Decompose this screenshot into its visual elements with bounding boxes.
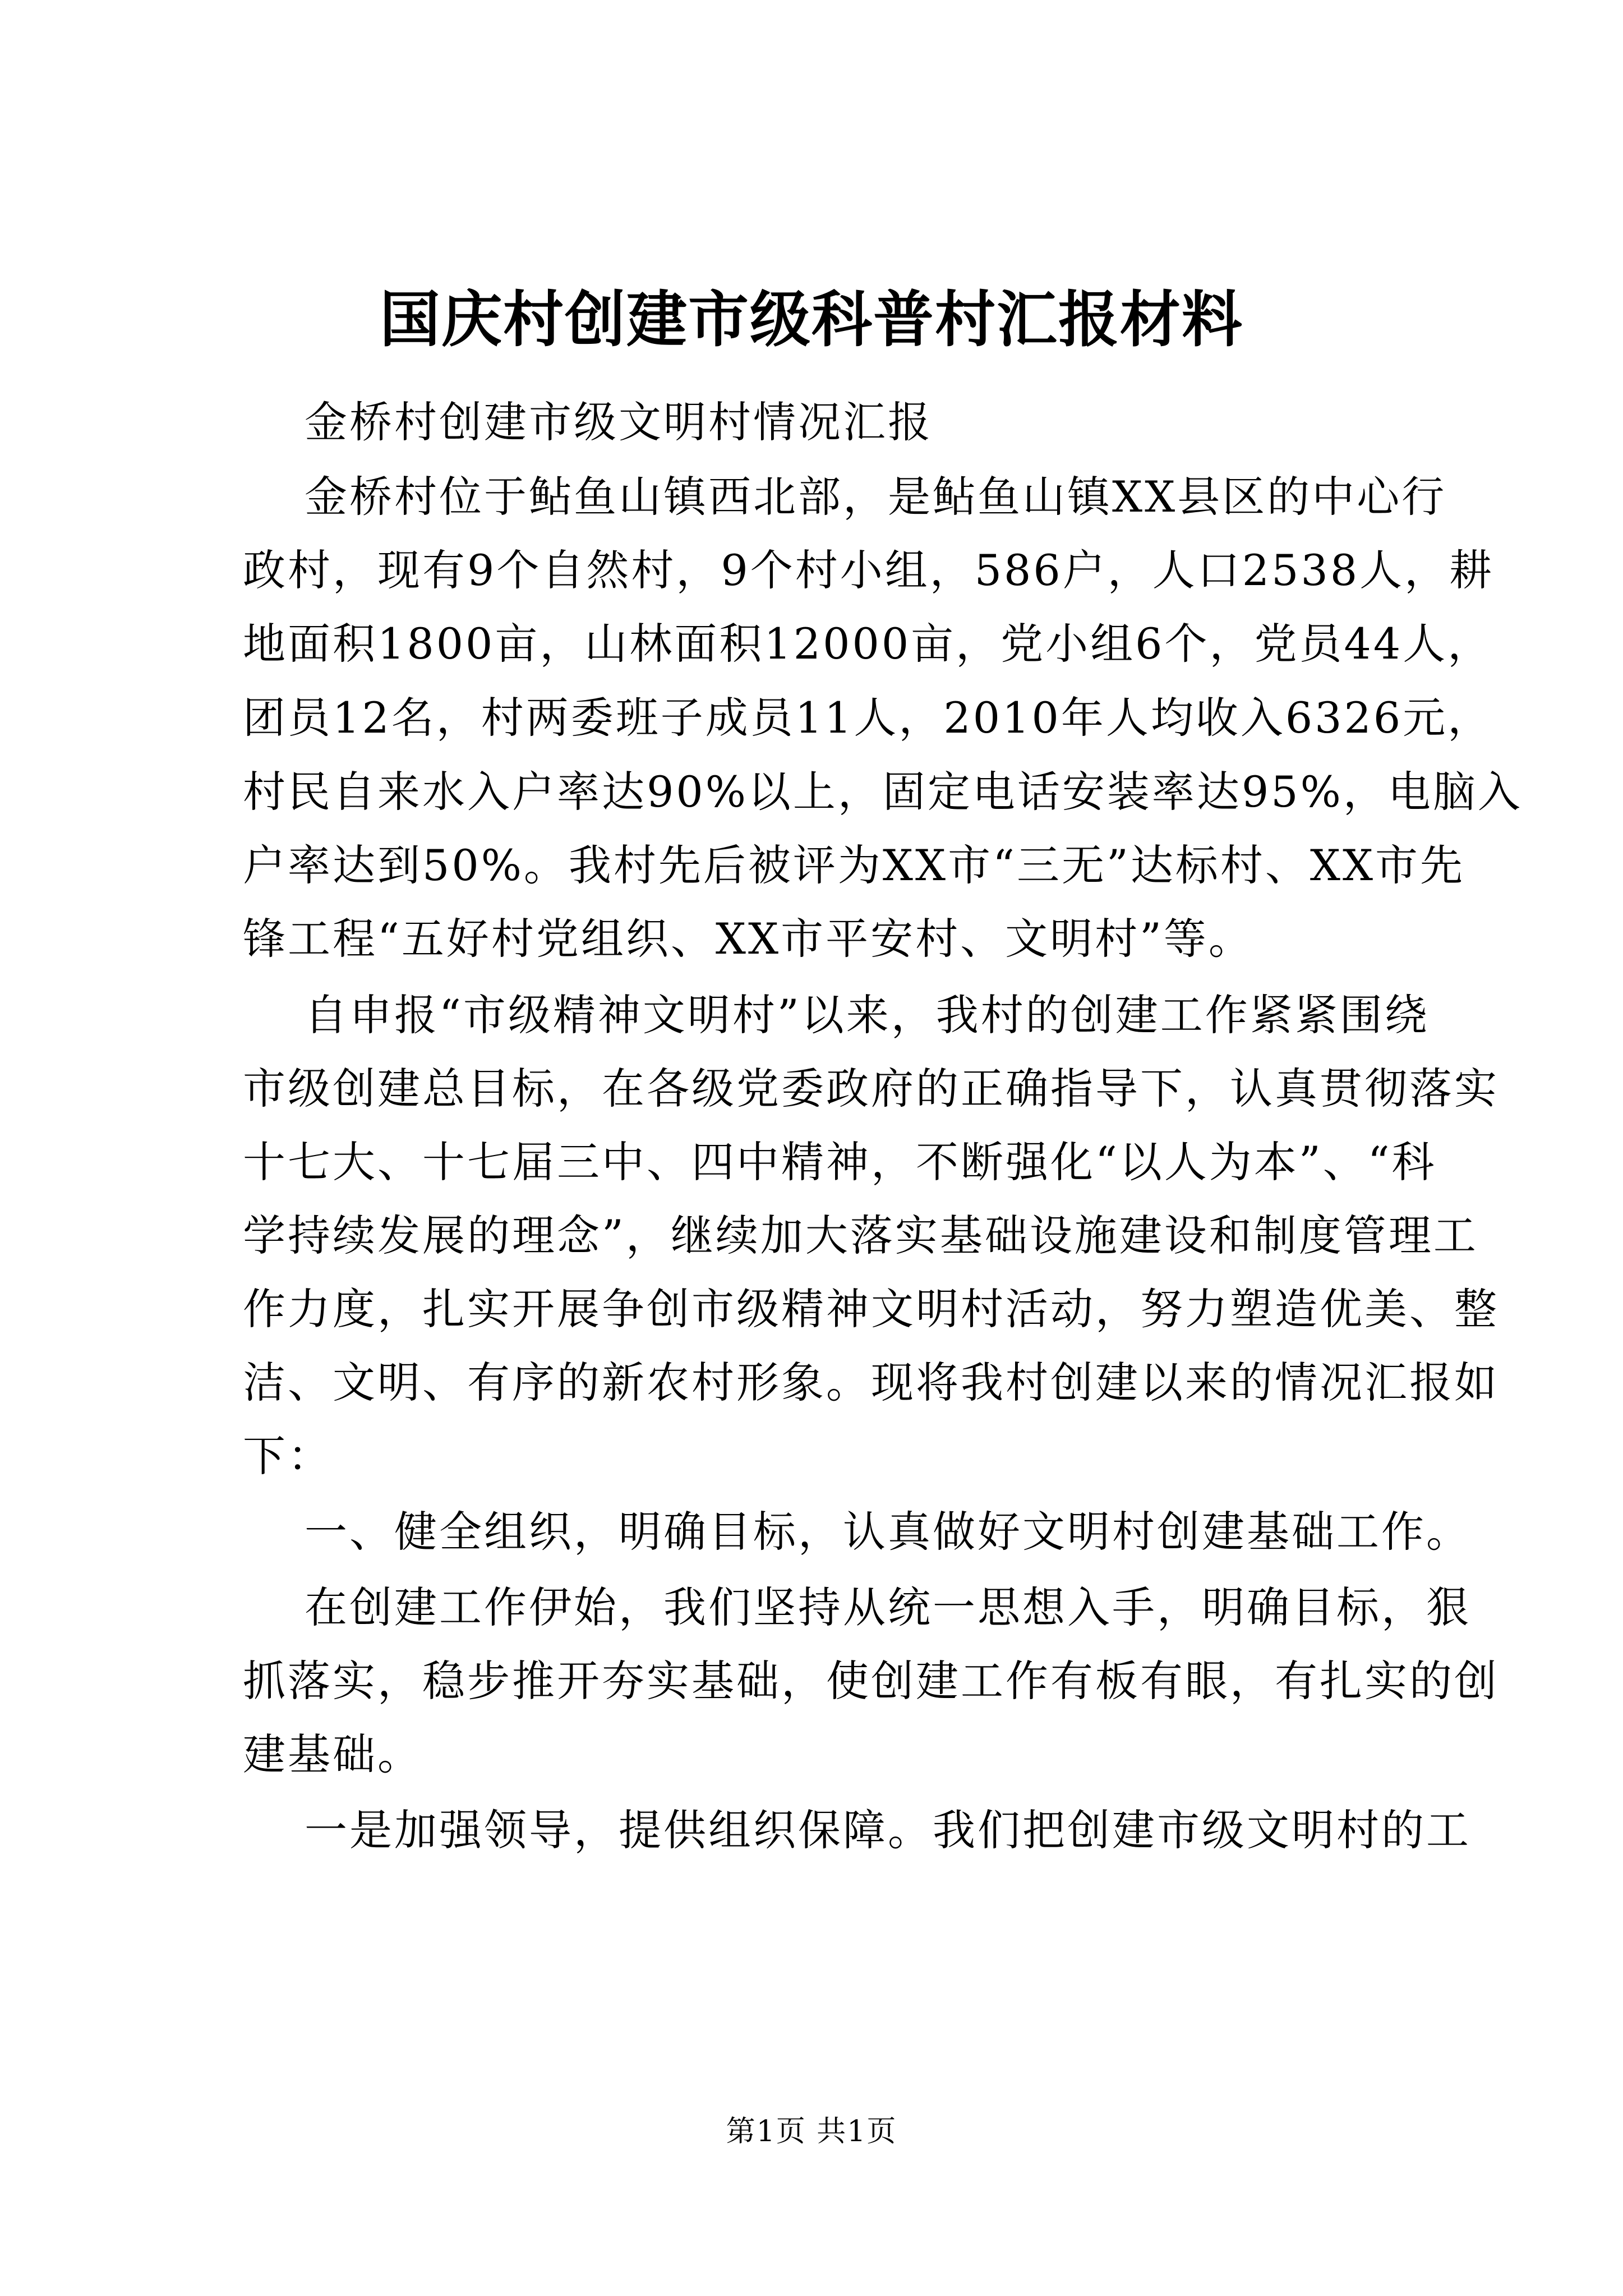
document-title: 国庆村创建市级科普村汇报材料 — [379, 284, 1243, 355]
paragraph-line: 在创建工作伊始，我们坚持从统一思想入手，明确目标，狠 — [305, 1582, 1471, 1632]
paragraph-line: 锋工程“五好村党组织、XX市平安村、文明村”等。 — [243, 914, 1253, 964]
paragraph-line: 村民自来水入户率达90%以上，固定电话安装率达95%，电脑入 — [243, 767, 1523, 817]
paragraph-line: 洁、文明、有序的新农村形象。现将我村创建以来的情况汇报如 — [243, 1358, 1499, 1407]
paragraph-line: 地面积1800亩，山林面积12000亩，党小组6个，党员44人， — [243, 619, 1493, 669]
paragraph-line: 团员12名，村两委班子成员11人，2010年人均收入6326元， — [243, 693, 1493, 743]
paragraph-line: 作力度，扎实开展争创市级精神文明村活动，努力塑造优美、整 — [243, 1284, 1499, 1334]
paragraph-line: 建基础。 — [243, 1729, 422, 1779]
subtitle-line: 金桥村创建市级文明村情况汇报 — [305, 397, 933, 447]
page-number-footer: 第1页 共1页 — [726, 2115, 897, 2148]
paragraph-line: 政村，现有9个自然村，9个村小组，586户，人口2538人，耕 — [243, 545, 1495, 595]
section-heading-line: 一、健全组织，明确目标，认真做好文明村创建基础工作。 — [305, 1507, 1471, 1557]
paragraph-line: 学持续发展的理念”，继续加大落实基础设施建设和制度管理工 — [243, 1211, 1478, 1260]
paragraph-line: 下： — [243, 1431, 333, 1481]
paragraph-line: 户率达到50%。我村先后被评为XX市“三无”达标村、XX市先 — [243, 840, 1465, 890]
paragraph-line: 自申报“市级精神文明村”以来，我村的创建工作紧紧围绕 — [305, 990, 1430, 1040]
paragraph-line: 十七大、十七届三中、四中精神，不断强化“以人为本”、“科 — [243, 1137, 1437, 1187]
paragraph-line: 抓落实，稳步推开夯实基础，使创建工作有板有眼，有扎实的创 — [243, 1656, 1499, 1706]
paragraph-line: 金桥村位于鲇鱼山镇西北部，是鲇鱼山镇XX县区的中心行 — [305, 472, 1447, 522]
paragraph-line: 一是加强领导，提供组织保障。我们把创建市级文明村的工 — [305, 1805, 1471, 1855]
paragraph-line: 市级创建总目标，在各级党委政府的正确指导下，认真贯彻落实 — [243, 1064, 1499, 1114]
